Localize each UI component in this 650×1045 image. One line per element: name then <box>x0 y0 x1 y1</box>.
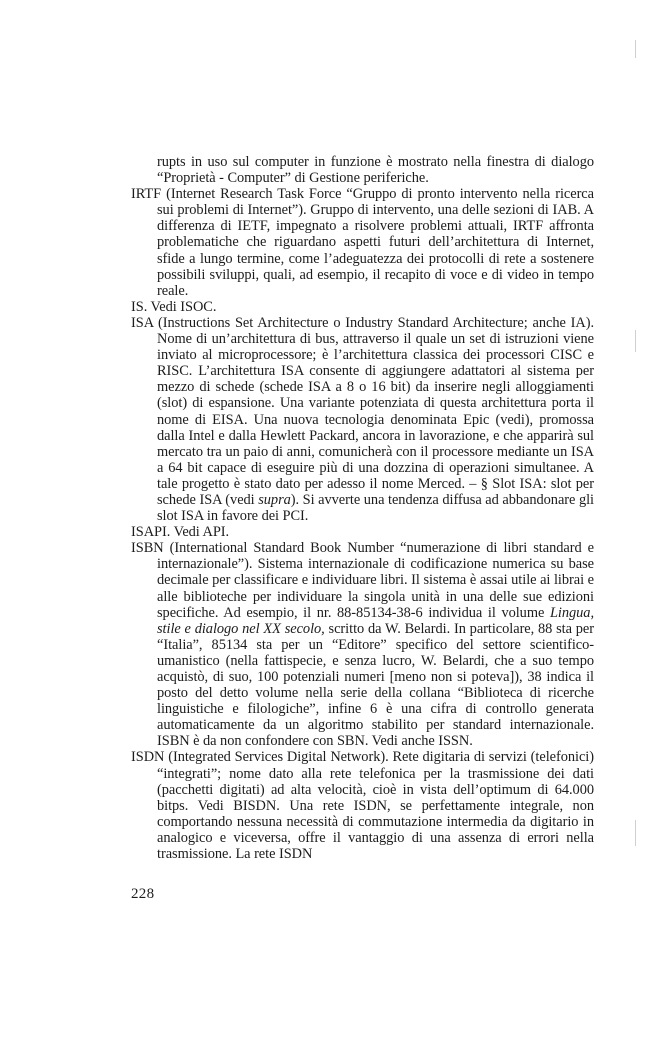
entry-isa-text-end: ). Si avverte una tendenza diffusa ad abbandonare gli slot ISA in favore dei PCI. <box>157 491 595 525</box>
entry-isbn-text: ISBN (International Standard Book Number “numerazione di libri standard e internazionale”). Sistema internazionale di codificazione numerica su base decimale per classificare e individuare libri. Il sistema è assai utile ai librai e alle biblioteche per individuare la singola unità in una delle sue edizioni specifiche. Ad esempio, il nr. 88-85134-38-6 individua il volume <box>131 540 594 621</box>
entry-isa <box>131 315 594 524</box>
entry-isa-text: ISA (Instructions Set Architecture o Industry Standard Architecture; anche IA). Nome di un’architettura di bus, attraverso il quale un set di istruzioni viene inviato al microprocessore; è l’architettura classica dei processori CISC e RISC. L’architettura ISA consente di aggiungere adattatori al sistema per mezzo di schede (schede ISA a 8 o 16 bit) da inserire negli alloggiamenti (slot) di espansione. Una variante potenziata di questa architettura porta il nome di EISA. Una nuova tecnologia denominata Epic (vedi), promossa dalla Intel e dalla Hewlett Packard, ancora in lavorazione, e che apparirà sul mercato tra un paio di anni, comunicherà con il processore mediante un ISA a 64 bit capace di eseguire più di una dozzina di operazioni simultanee. A tale progetto è stato dato per adesso il nome Merced. – § Slot ISA: slot per schede ISA (vedi <box>131 314 594 508</box>
scan-edge-mark <box>635 820 636 846</box>
entry-isbn <box>131 540 594 749</box>
page-number: 228 <box>131 886 155 902</box>
scan-edge-mark <box>635 330 636 352</box>
entry-continuation: rupts in uso sul computer in funzione è mostrato nella finestra di dialogo “Proprietà - Computer” di Gestione periferiche. <box>157 154 594 187</box>
entry-irtf: IRTF (Internet Research Task Force “Gruppo di pronto intervento nella ricerca sui problemi di Internet”). Gruppo di intervento, una delle sezioni di IAB. A differenza di IETF, impegnato a risolvere problemi attuali, IRTF affronta problematiche che riguardano aspetti futuri dell’architettura di Internet, sfide a lungo termine, come l’adeguatezza dei protocolli di rete a sostenere possibili sviluppi, quali, ad esempio, il recapito di voce e di video in tempo reale. <box>131 186 594 299</box>
entry-isa-italic: supra <box>258 491 291 508</box>
entry-isbn-text-end: scritto da W. Belardi. In particolare, 88 sta per “Italia”, 85134 sta per un “Editore” specifico del settore scientifico-umanistico (nella fattispecie, e senza lucro, W. Belardi, che a suo tempo acquistò, di suo, 100 potenziali numeri [meno non si poteva]), 38 indica il posto del detto volume nella serie della collana “Biblioteca di ricerche linguistiche e filologiche”, infine 6 è una cifra di controllo generata automaticamente da un algoritmo stabilito per standard internazionale. ISBN è da non confondere con SBN. Vedi anche ISSN. <box>157 620 594 750</box>
scan-edge-mark <box>635 40 636 58</box>
entry-isdn: ISDN (Integrated Services Digital Network). Rete digitaria di servizi (telefonici) “integrati”; nome dato alla rete telefonica per la trasmissione dei dati (pacchetti digitati) ad alta velocità, cioè in vista dell’optimum di 64.000 bitps. Vedi BISDN. Una rete ISDN, se perfettamente integrale, non comportando nessuna necessità di commutazione intermedia da digitario in analogico e viceversa, offre il vantaggio di una assenza di errori nella trasmissione. La rete ISDN <box>131 749 594 863</box>
entry-is: IS. Vedi ISOC. <box>131 298 217 315</box>
glossary-text <box>131 154 594 862</box>
entry-isapi: ISAPI. Vedi API. <box>131 524 230 541</box>
entry-isbn-italic-title: Lingua, stile e dialogo nel XX secolo, <box>157 604 594 637</box>
